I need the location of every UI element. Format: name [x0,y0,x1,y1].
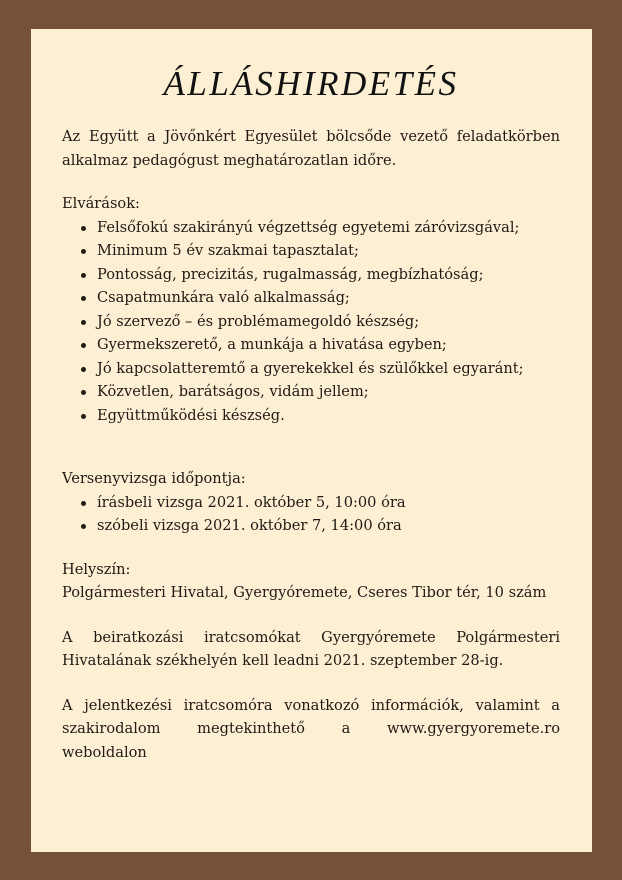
requirements-heading: Elvárások: [62,195,140,212]
exam-list [62,491,560,538]
list-item: Közvetlen, barátságos, vidám jellem; [81,380,560,404]
exam-heading: Versenyvizsga időpontja: [62,470,246,487]
list-item: Együttműködési készség. [81,404,560,428]
list-item: írásbeli vizsga 2021. október 5, 10:00 óra [81,491,560,515]
info-line: A jelentkezési iratcsomóra vonatkozó információk, valamint a [62,696,560,714]
intro-paragraph: Az Együtt a Jövőnkért Egyesület bölcsőde vezető feladatkörben alkalmaz pedagógust meghatározatlan időre. [62,128,560,169]
info-line: weboldalon [62,743,147,761]
list-item: Pontosság, precizitás, rugalmasság, megbízhatóság; [81,263,560,287]
list-item: Felsőfokú szakirányú végzettség egyetemi záróvizsgával; [81,216,560,240]
list-item: Jó kapcsolatteremtő a gyerekekkel és szülőkkel egyaránt; [81,357,560,381]
job-posting-page [31,29,592,852]
page-title: ÁLLÁSHIRDETÉS [163,64,459,103]
list-item: szóbeli vizsga 2021. október 7, 14:00 óra [81,514,560,538]
list-item: Jó szervező – és problémamegoldó készség; [81,310,560,334]
location-heading: Helyszín: [62,560,131,578]
info-paragraph [62,694,560,765]
location-address: Polgármesteri Hivatal, Gyergyóremete, Cseres Tibor tér, 10 szám [62,584,547,601]
info-line: szakirodalom megtekinthető a www.gyergyoremete.ro [62,720,560,737]
list-item: Gyermekszerető, a munkája a hivatása egyben; [81,333,560,357]
requirements-list [62,216,560,428]
list-item: Csapatmunkára való alkalmasság; [81,286,560,310]
list-item: Minimum 5 év szakmai tapasztalat; [81,239,560,263]
submission-paragraph: A beiratkozási iratcsomókat Gyergyóremete Polgármesteri Hivatalának székhelyén kell leadni 2021. szeptember 28-ig. [62,628,560,669]
